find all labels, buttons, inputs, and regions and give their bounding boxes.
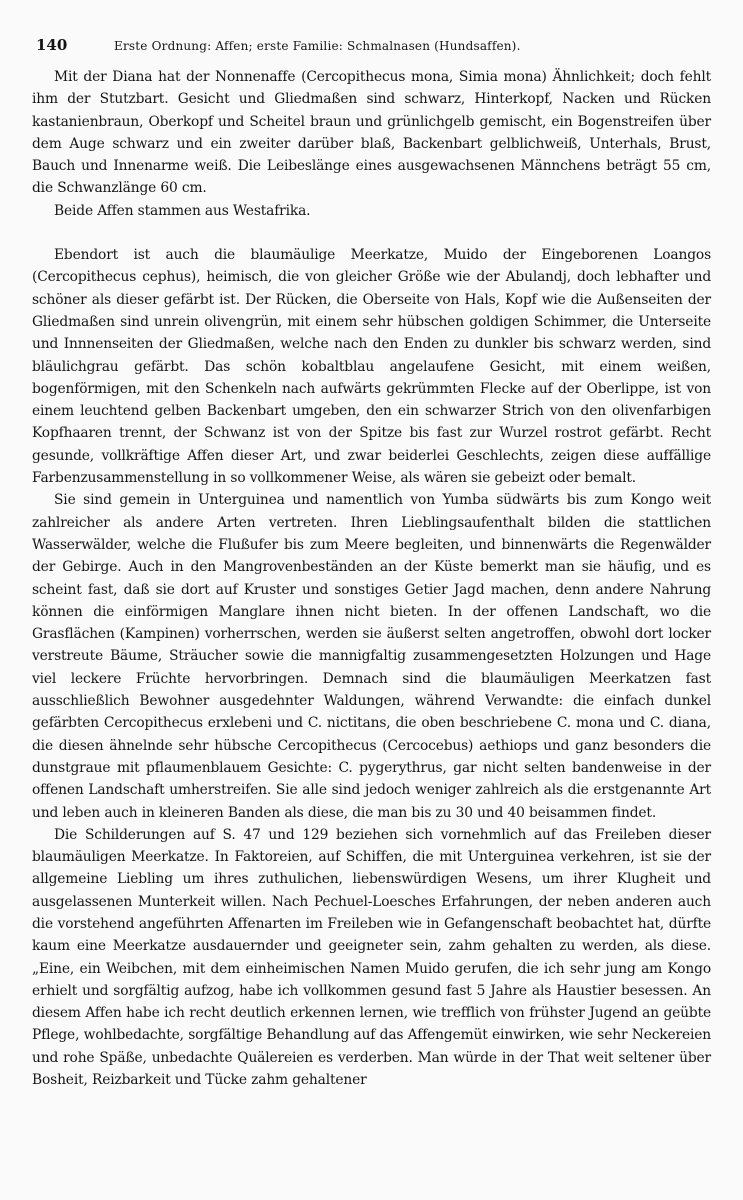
paragraph-blaumaeulige-meerkatze: Ebendort ist auch die blaumäulige Meerkatze, Muido der Eingeborenen Loangos (Cercopithecus cephus), heimisch, die von gleicher Größe wie der Abulandj, doch lebhafter und schöner als dieser gefärbt ist. Der Rücken, die Oberseite von Hals, Kopf wie die Außenseiten der Gliedmaßen sind unrein olivengrün, mit einem sehr hübschen goldigen Schimmer, die Unterseite und Innnenseiten der Gliedmaßen, welche nach den Enden zu dunkler bis schwarz werden, sind bläulichgrau gefärbt. Das schön kobaltblau angelaufene Gesicht, mit einem weißen, bogenförmigen, mit den Schenkeln nach aufwärts gekrümmten Flecke auf der Oberlippe, ist von einem leuchtend gelben Backenbart umgeben, den ein schwarzer Strich von den olivenfarbigen Kopfhaaren trennt, der Schwanz ist von der Spitze bis fast zur Wurzel rostrot gefärbt. Recht gesunde, vollkräftige Affen dieser Art, und zwar beiderlei Geschlechts, zeigen diese auffällige Farbenzusammenstellung in so vollkommener Weise, als wären sie gebeizt oder bemalt.	[32, 247, 711, 487]
page-number: 140	[36, 36, 68, 54]
paragraph-captivity: Die Schilderungen auf S. 47 und 129 beziehen sich vornehmlich auf das Freileben dieser blaumäuligen Meerkatze. In Faktoreien, auf Schiffen, die mit Unterguinea verkehren, ist sie der allgemeine Liebling um ihres zuthulichen, liebenswürdigen Wesens, um ihrer Klugheit und ausgelassenen Munterkeit willen. Nach Pechuel-Loesches Erfahrungen, der neben anderen auch die vorstehend angeführten Affenarten im Freileben wie in Gefangenschaft beobachtet hat, dürfte kaum eine Meerkatze ausdauernder und geeigneter sein, zahm gehalten zu werden, als diese. „Eine, ein Weibchen, mit dem einheimischen Namen Muido gerufen, die ich sehr jung am Kongo erhielt und sorgfältig aufzog, habe ich vollkommen gesund fast 5 Jahre als Haustier besessen. An diesem Affen habe ich recht deutlich erkennen lernen, wie trefflich von frühster Jugend an geübte Pflege, wohlbedachte, sorgfältige Behandlung auf das Affengemüt einwirken, wie sehr Neckereien und rohe Späße, unbedachte Quälereien es verderben. Man würde in der That weit seltener über Bosheit, Reizbarkeit und Tücke zahm gehaltener	[32, 826, 711, 1089]
paragraph-origin: Beide Affen stammen aus Westafrika.	[54, 202, 311, 219]
paragraph-nonnenaffe: Mit der Diana hat der Nonnenaffe (Cercopithecus mona, Simia mona) Ähnlichkeit; doch fehlt ihm der Stutzbart. Gesicht und Gliedmaßen sind schwarz, Hinterkopf, Nacken und Rücken kastanienbraun, Oberkopf und Scheitel braun und grünlichgelb gemischt, ein Bogenstreifen über dem Auge schwarz und ein zweiter darüber blaß, Backenbart gelblichweiß, Unterhals, Brust, Bauch und Innenarme weiß. Die Leibeslänge eines ausgewachsenen Männchens beträgt 55 cm, die Schwanzlänge 60 cm.	[32, 69, 711, 197]
paragraph-habitat: Sie sind gemein in Unterguinea und namentlich von Yumba südwärts bis zum Kongo weit zahlreicher als andere Arten vertreten. Ihren Lieblingsaufenthalt bilden die stattlichen Wasserwälder, welche die Flußufer bis zum Meere begleiten, und binnenwärts die Regenwälder der Gebirge. Auch in den Mangrovenbeständen an der Küste bemerkt man sie häufig, und es scheint fast, daß sie dort auf Kruster und sonstiges Getier Jagd machen, denn andere Nahrung können die einförmigen Manglare ihnen nicht bieten. In der offenen Landschaft, wo die Grasflächen (Kampinen) vorherrschen, werden sie äußerst selten angetroffen, obwohl dort locker verstreute Bäume, Sträucher sowie die mannigfaltig zusammengesetzten Holzungen und Hage viel leckere Früchte hervorbringen. Demnach sind die blaumäuligen Meerkatzen fast ausschließlich Bewohner ausgedehnter Waldungen, während Verwandte: die einfach dunkel gefärbten Cercopithecus erxlebeni und C. nictitans, die oben beschriebene C. mona und C. diana, die diesen ähnelnde sehr hübsche Cercopithecus (Cercocebus) aethiops und ganz besonders die dunstgraue mit pflaumenblauem Gesichte: C. pygerythrus, gar nicht selten bandenweise in der offenen Landschaft umherstreifen. Sie alle sind jedoch weniger zahlreich als die erstgenannte Art und leben auch in kleineren Banden als diese, die man bis zu 30 und 40 beisammen findet.	[32, 492, 711, 821]
body-text	[32, 66, 711, 1091]
running-title: Erste Ordnung: Affen; erste Familie: Schmalnasen (Hundsaffen).	[114, 39, 521, 53]
running-header	[32, 36, 711, 58]
